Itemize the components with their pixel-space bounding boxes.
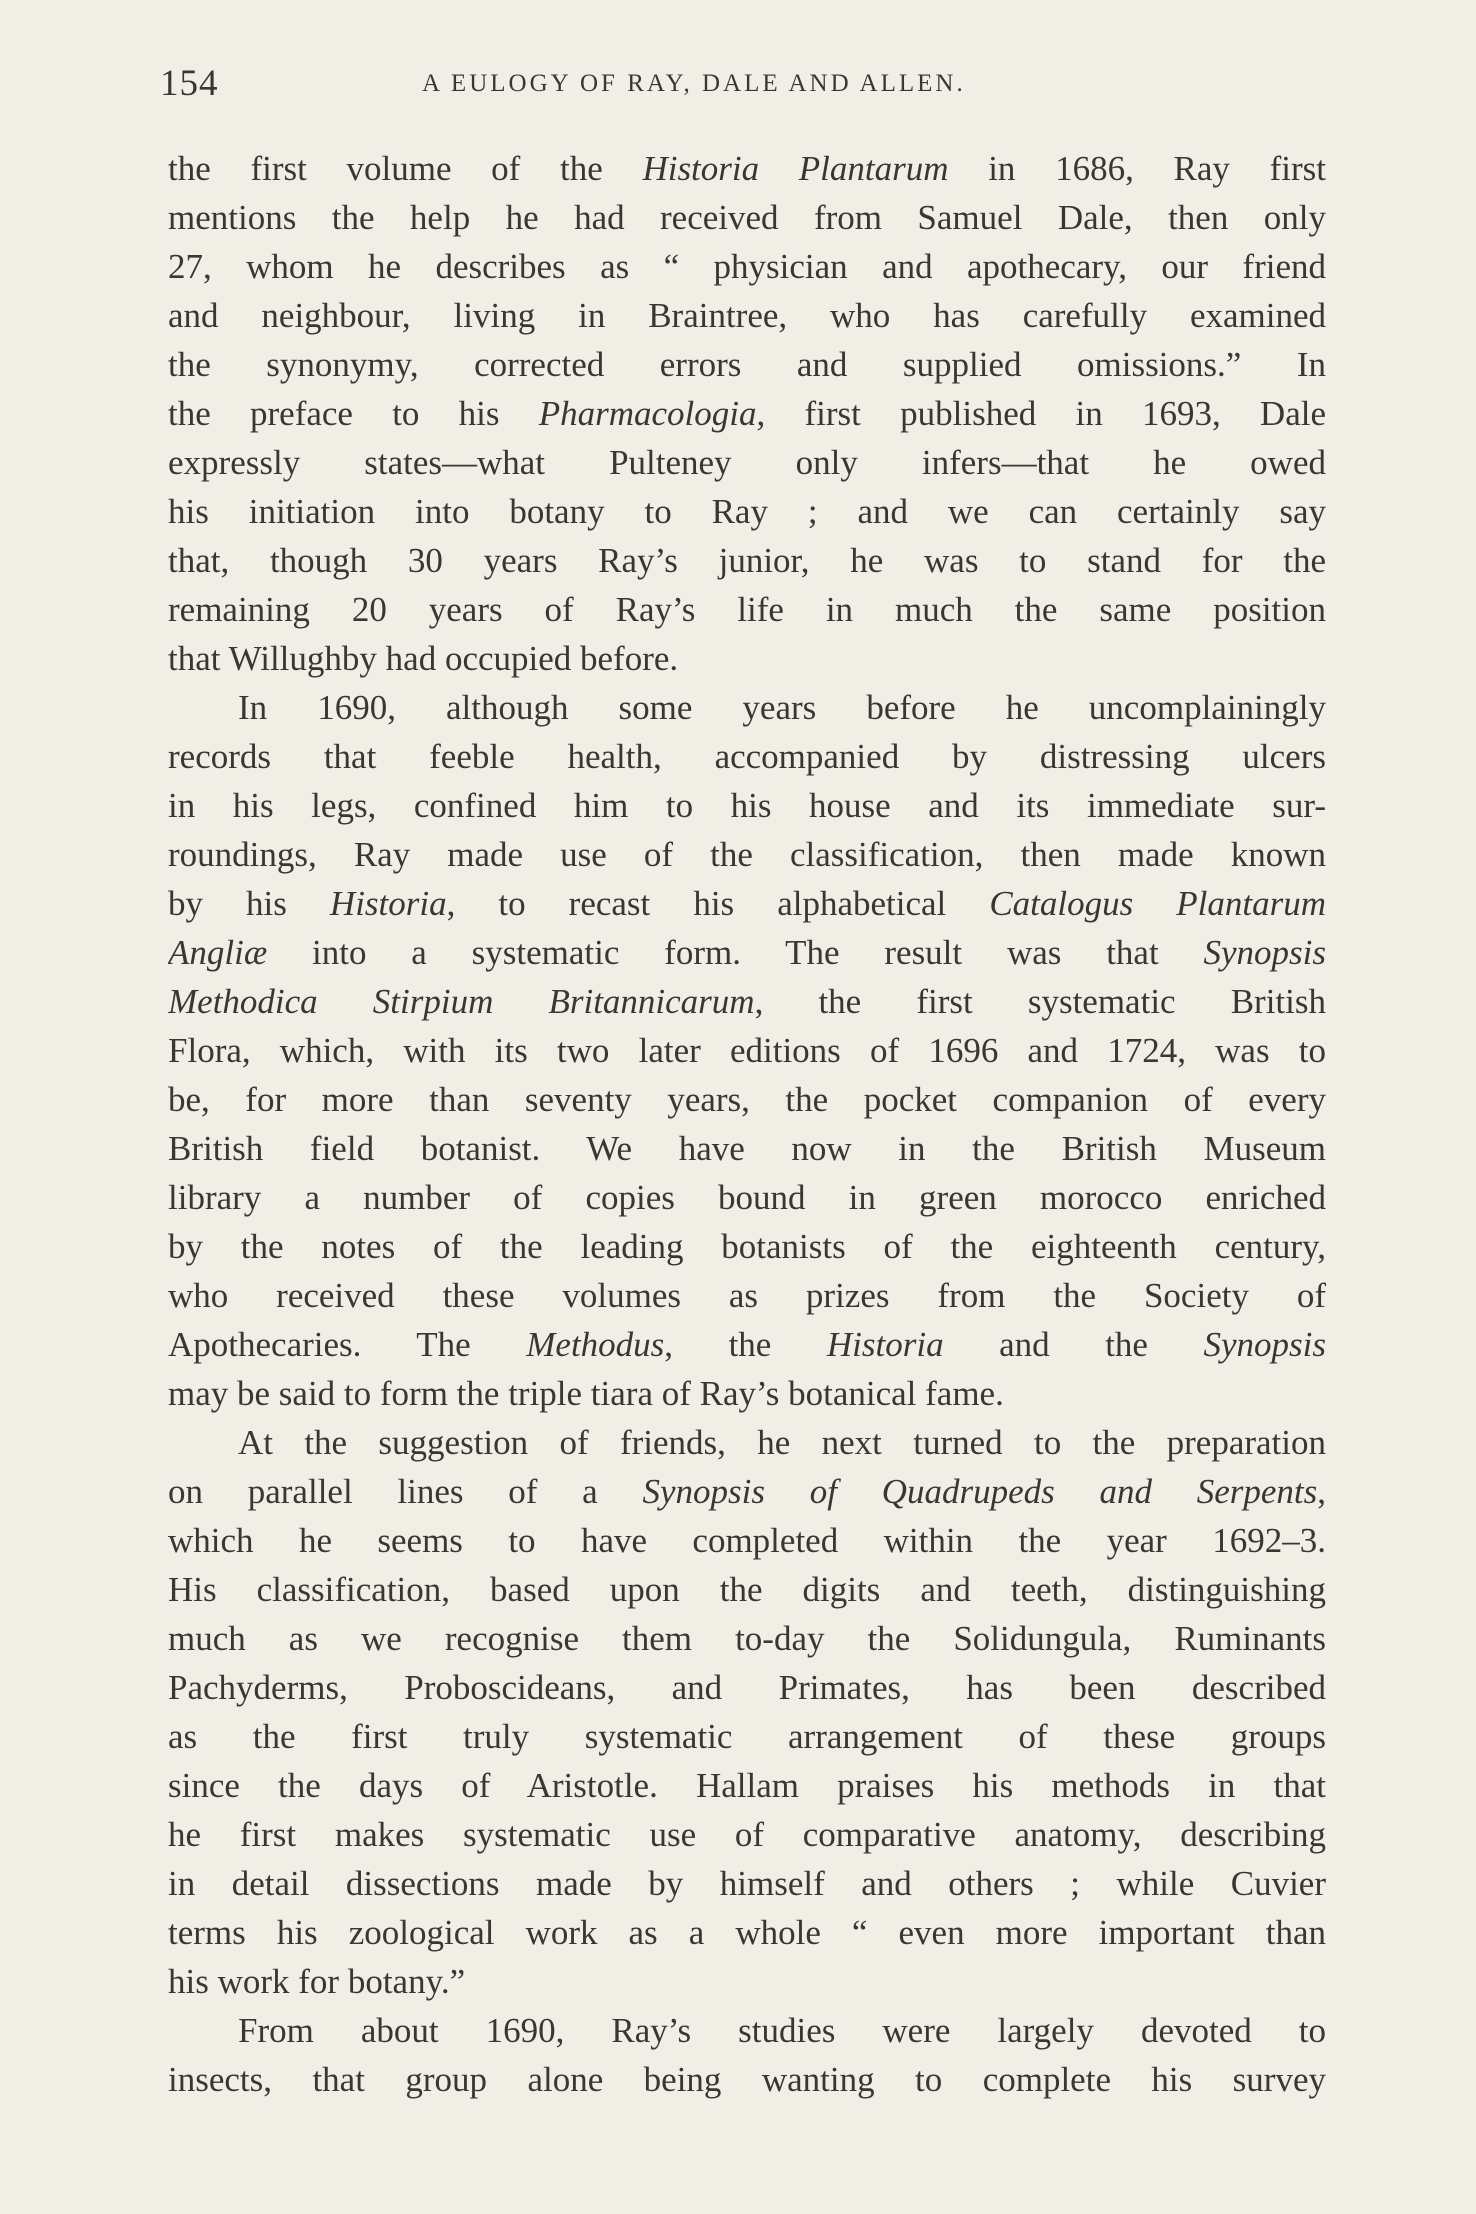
text-line: Apothecaries. The Methodus, the Historia and the Synopsis bbox=[168, 1325, 1326, 1364]
text-line: Angliæ into a systematic form. The result was that Synopsis bbox=[168, 933, 1326, 972]
text-line: remaining 20 years of Ray’s life in much the same position bbox=[168, 590, 1326, 629]
text-line: records that feeble health, accompanied by distressing ulcers bbox=[168, 737, 1326, 776]
text-line: may be said to form the triple tiara of Ray’s botanical fame. bbox=[168, 1374, 1004, 1413]
text-line: in detail dissections made by himself and others ; while Cuvier bbox=[168, 1864, 1326, 1903]
text-line: which he seems to have completed within the year 1692–3. bbox=[168, 1521, 1326, 1560]
text-line: expressly states—what Pulteney only infers—that he owed bbox=[168, 443, 1326, 482]
text-line: At the suggestion of friends, he next turned to the preparation bbox=[238, 1423, 1326, 1462]
text-line: who received these volumes as prizes from the Society of bbox=[168, 1276, 1326, 1315]
text-line: be, for more than seventy years, the pocket companion of every bbox=[168, 1080, 1326, 1119]
text-line: the preface to his Pharmacologia, first published in 1693, Dale bbox=[168, 394, 1326, 433]
text-line: by his Historia, to recast his alphabetical Catalogus Plantarum bbox=[168, 884, 1326, 923]
page-number: 154 bbox=[160, 63, 219, 104]
text-line: From about 1690, Ray’s studies were largely devoted to bbox=[238, 2011, 1326, 2050]
page-header bbox=[160, 62, 1320, 112]
text-line: much as we recognise them to-day the Solidungula, Ruminants bbox=[168, 1619, 1326, 1658]
text-line: library a number of copies bound in green morocco enriched bbox=[168, 1178, 1326, 1217]
text-line: that Willughby had occupied before. bbox=[168, 639, 679, 678]
text-line: his work for botany.” bbox=[168, 1962, 466, 2001]
text-line: by the notes of the leading botanists of the eighteenth century, bbox=[168, 1227, 1326, 1266]
text-line: the first volume of the Historia Plantarum in 1686, Ray first bbox=[168, 149, 1326, 188]
text-line: his initiation into botany to Ray ; and we can certainly say bbox=[168, 492, 1326, 531]
text-line: the synonymy, corrected errors and supplied omissions.” In bbox=[168, 345, 1326, 384]
text-line: since the days of Aristotle. Hallam praises his methods in that bbox=[168, 1766, 1326, 1805]
running-head: A EULOGY OF RAY, DALE AND ALLEN. bbox=[422, 70, 966, 97]
text-line: terms his zoological work as a whole “ even more important than bbox=[168, 1913, 1326, 1952]
text-line: His classification, based upon the digits and teeth, distinguishing bbox=[168, 1570, 1326, 1609]
text-line: British field botanist. We have now in the British Museum bbox=[168, 1129, 1326, 1168]
text-line: he first makes systematic use of comparative anatomy, describing bbox=[168, 1815, 1326, 1854]
text-line: 27, whom he describes as “ physician and apothecary, our friend bbox=[168, 247, 1326, 286]
text-line: mentions the help he had received from Samuel Dale, then only bbox=[168, 198, 1326, 237]
text-line: on parallel lines of a Synopsis of Quadrupeds and Serpents, bbox=[168, 1472, 1326, 1511]
text-line: and neighbour, living in Braintree, who has carefully examined bbox=[168, 296, 1326, 335]
text-line: that, though 30 years Ray’s junior, he was to stand for the bbox=[168, 541, 1326, 580]
text-line: Methodica Stirpium Britannicarum, the first systematic British bbox=[168, 982, 1326, 1021]
text-line: as the first truly systematic arrangement of these groups bbox=[168, 1717, 1326, 1756]
text-line: in his legs, confined him to his house and its immediate sur- bbox=[168, 786, 1326, 825]
text-line: Pachyderms, Proboscideans, and Primates, has been described bbox=[168, 1668, 1326, 1707]
text-line: insects, that group alone being wanting to complete his survey bbox=[168, 2060, 1326, 2099]
body-text bbox=[168, 144, 1326, 2104]
text-line: Flora, which, with its two later editions of 1696 and 1724, was to bbox=[168, 1031, 1326, 1070]
text-line: In 1690, although some years before he uncomplainingly bbox=[238, 688, 1326, 727]
text-line: roundings, Ray made use of the classification, then made known bbox=[168, 835, 1326, 874]
